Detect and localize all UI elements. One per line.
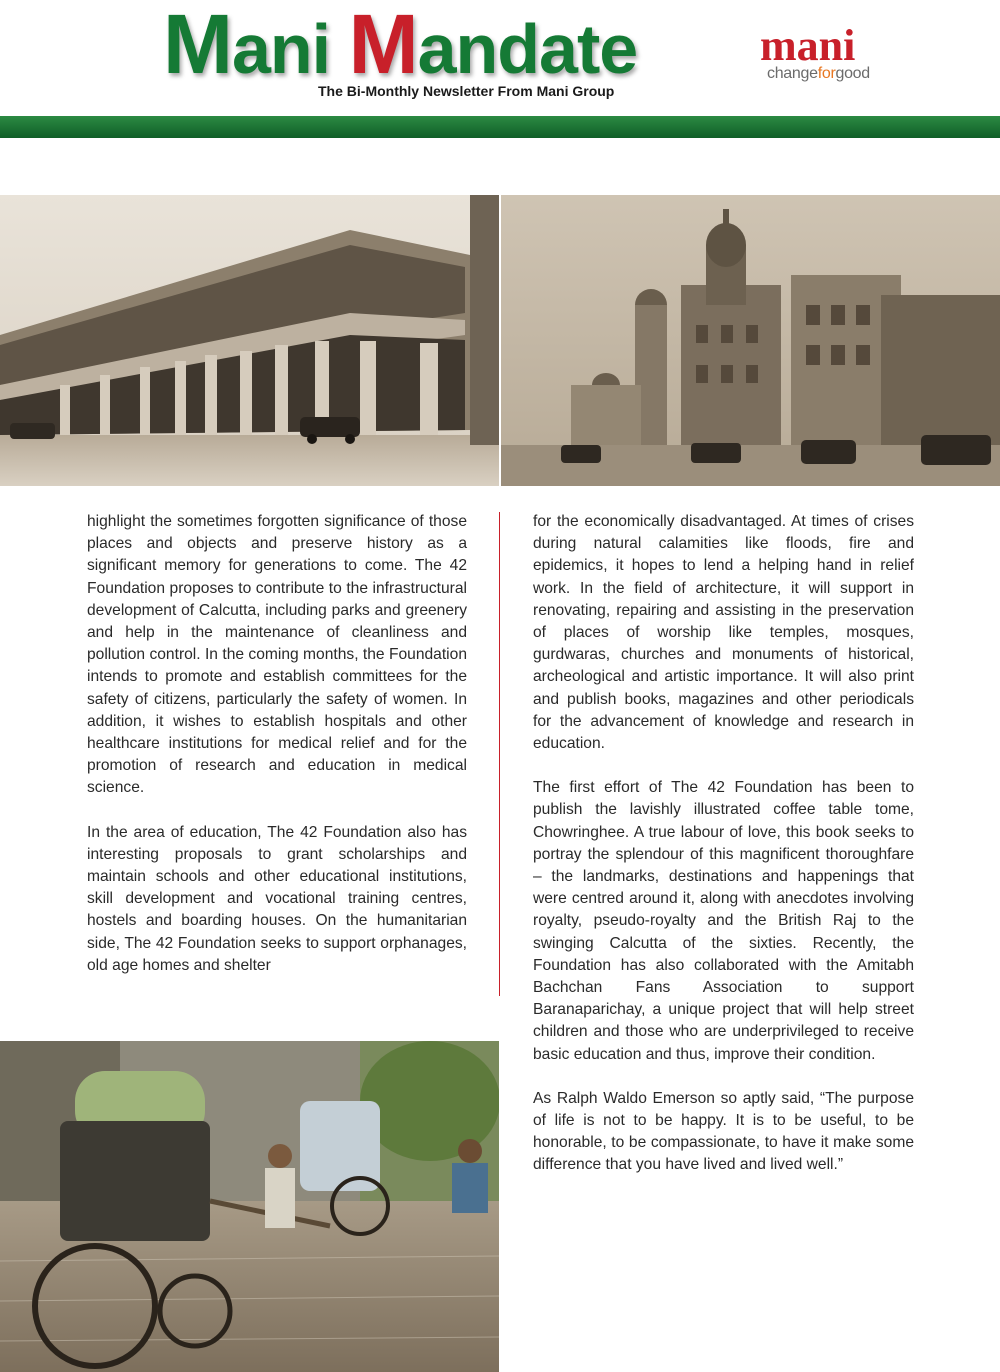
chowringhee-street-photo xyxy=(501,195,1000,486)
article-column-left xyxy=(87,511,467,999)
tagline-part-1: change xyxy=(767,65,818,82)
article-paragraph: The first effort of The 42 Foundation has been to publish the lavishly illustrated coffee table tome, Chowringhee. A true labour of love, this book seeks to portray the splendour of this magnificent thoroughfare – the landmarks, destinations and happenings that were centred around it, along with anecdotes involving royalty, pseudo-royalty and the British Raj to the swinging Calcutta of the sixties. Recently, the Foundation has also collaborated with the Amitabh Bachchan Fans Association to support Baranaparichay, a unique project that will help street children and those who are underprivileged to receive basic education and thus, improve their condition. xyxy=(533,779,914,1063)
title-rest-1: ani xyxy=(231,10,331,88)
newsletter-title xyxy=(163,2,637,91)
title-initial-2: M xyxy=(348,0,418,91)
header-divider-band xyxy=(0,116,1000,138)
chowringhee-street-illustration xyxy=(501,195,1000,486)
article-paragraph: highlight the sometimes forgotten significance of those places and objects and preserve history as a significant memory for generations to come. The 42 Foundation proposes to contribute to the infrastructural development of Calcutta, including parks and greenery and help in the maintenance of cleanliness and pollution control. In the coming months, the Foundation intends to promote and establish committees for the safety of citizens, particularly the safety of women. In addition, it wishes to establish hospitals and other healthcare institutions for medical relief and for the promotion of research and education in medical science. xyxy=(87,513,467,797)
mani-logo: mani xyxy=(760,21,856,70)
flooded-street-illustration xyxy=(0,1041,499,1372)
column-divider xyxy=(499,512,500,996)
firpos-building-illustration xyxy=(0,195,499,486)
tagline-part-2: for xyxy=(817,65,836,82)
article-paragraph: for the economically disadvantaged. At times of crises during natural calamities like floods, fire and epidemics, it hopes to lend a helping hand in relief work. In the field of architecture, it will support in renovating, repairing and assisting in the preservation of places of worship like temples, mosques, gurdwaras, churches and monuments of historical, archeological and artistic importance. It will also print and publish books, magazines and other periodicals for the advancement of knowledge and research in education. xyxy=(533,513,914,753)
article-paragraph: In the area of education, The 42 Foundation also has interesting proposals to grant scholarships and maintain schools and other educational institutions, skill development and vocational training centres, hostels and boarding houses. On the humanitarian side, The 42 Foundation seeks to support orphanages, old age homes and shelter xyxy=(87,823,467,974)
title-initial-1: M xyxy=(163,0,232,91)
flooded-street-photo xyxy=(0,1041,499,1372)
firpos-building-photo xyxy=(0,195,499,486)
logo-tagline xyxy=(767,65,870,83)
title-rest-2: andate xyxy=(417,10,638,88)
newsletter-subtitle: The Bi-Monthly Newsletter From Mani Group xyxy=(318,83,615,99)
tagline-part-3: good xyxy=(835,65,870,82)
article-column-right xyxy=(533,511,914,1199)
article-paragraph: As Ralph Waldo Emerson so aptly said, “The purpose of life is not to be happy. It is to be useful, to be honorable, to be compassionate, to have it make some difference that you have lived and lived well.” xyxy=(533,1089,914,1174)
